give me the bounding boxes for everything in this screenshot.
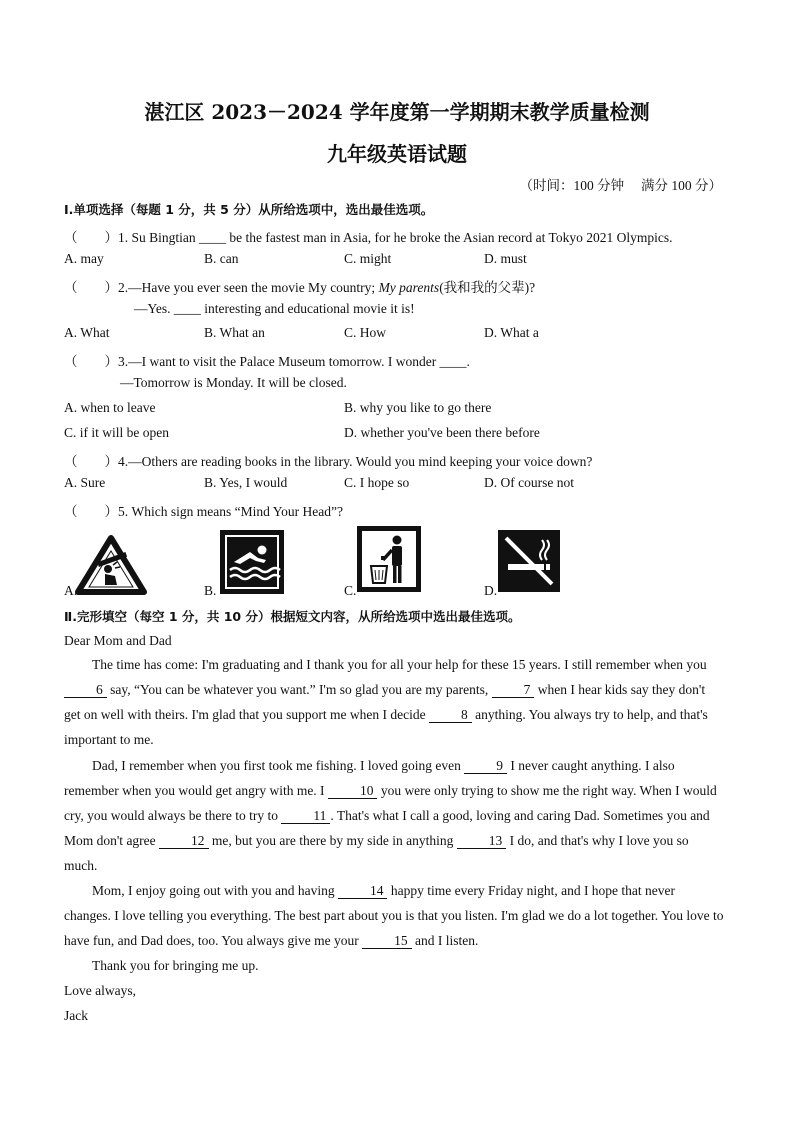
q2-option-d: D. What a (484, 325, 539, 340)
page-title: 湛江区 2023－2024 学年度第一学期期末教学质量检测 (144, 100, 650, 124)
cloze-blank-6[interactable]: 6 (64, 682, 107, 698)
letter-greeting: Dear Mom and Dad (64, 633, 172, 648)
letter-paragraph-4: Thank you for bringing me up. (92, 958, 259, 973)
p2-text: I never caught anything. I also remember when you would get angry with me. I (64, 758, 675, 798)
p1-text: anything. You always try to help, and that's important to me. (64, 707, 708, 747)
time-info: （时间：100 分钟 满分 100 分） (519, 178, 722, 193)
cloze-blank-13[interactable]: 13 (457, 833, 507, 849)
p1-text: when I hear kids say they don't get on well with theirs. I'm glad that you support me when I decide (64, 682, 706, 722)
q2-option-c: C. How (344, 325, 387, 340)
mind-head-warning-sign-icon (75, 535, 147, 595)
q1-option-d: D. must (484, 251, 527, 266)
cloze-blank-8[interactable]: 8 (429, 707, 472, 723)
cloze-blank-12[interactable]: 12 (159, 833, 209, 849)
letter-paragraph-1 (64, 652, 724, 752)
p2-text: me, but you are there by my side in anything (208, 833, 457, 848)
q4-option-a: A. Sure (64, 475, 106, 490)
q5-option-b-label: B. (204, 583, 217, 598)
q4-option-d: D. Of course not (484, 475, 574, 490)
cloze-blank-10[interactable]: 10 (328, 783, 378, 799)
q3-option-d: D. whether you've been there before (344, 425, 540, 440)
q4-stem: （ ）4.—Others are reading books in the library. Would you mind keeping your voice down? (64, 454, 593, 469)
q2-stem (64, 276, 535, 296)
letter-paragraph-2 (64, 753, 724, 878)
q3-option-c: C. if it will be open (64, 425, 169, 440)
q1-option-c: C. might (344, 251, 392, 266)
letter-closing: Love always, (64, 983, 136, 998)
q2-stem-a: （ ）2.—Have you ever seen the movie My country; (64, 280, 379, 295)
p2-text: . That's what I call a good, loving and caring Dad. Sometimes you and Mom don't agree (64, 808, 710, 848)
q3-stem: （ ）3.—I want to visit the Palace Museum tomorrow. I wonder ____. (64, 354, 470, 369)
q3-option-b: B. why you like to go there (344, 400, 492, 415)
p3-text: Mom, I enjoy going out with you and having (92, 883, 338, 898)
cloze-blank-15[interactable]: 15 (362, 933, 412, 949)
q3-stem2: —Tomorrow is Monday. It will be closed. (120, 375, 347, 390)
p3-text: happy time every Friday night, and I hope that never changes. I love telling you everything. The best part about you is that you listen. I'm glad we do a lot together. You love to have fun, and Dad does, too. You always give me your (64, 883, 724, 948)
q1-option-b: B. can (204, 251, 239, 266)
cloze-blank-7[interactable]: 7 (492, 682, 535, 698)
q3-option-a: A. when to leave (64, 400, 156, 415)
cloze-blank-11[interactable]: 11 (281, 808, 330, 824)
swimming-sign-icon (220, 530, 284, 594)
litter-bin-sign-icon (357, 526, 421, 592)
q5-option-c-label: C. (344, 583, 357, 598)
q2-stem-italic: My parents (378, 280, 440, 295)
section1-heading: Ⅰ.单项选择（每题 1 分，共 5 分）从所给选项中，选出最佳选项。 (64, 202, 434, 217)
q1-stem: （ ）1. Su Bingtian ____ be the fastest man in Asia, for he broke the Asian record at Tokyo 2021 Olympics. (64, 230, 673, 245)
p2-text: you were only trying to show me the right way. When I would cry, you would always be there to try to (64, 783, 717, 823)
cloze-blank-9[interactable]: 9 (464, 758, 507, 774)
q5-option-d-label: D. (484, 583, 498, 598)
no-smoking-sign-icon (498, 530, 560, 592)
page-subtitle: 九年级英语试题 (327, 142, 467, 166)
q5-stem: （ ）5. Which sign means “Mind Your Head”? (64, 504, 343, 519)
q2-stem-b: (我和我的父辈)? (439, 280, 536, 295)
p2-text: I do, and that's why I love you so much. (64, 833, 689, 873)
letter-paragraph-3 (64, 878, 724, 953)
q2-stem2: —Yes. ____ interesting and educational movie it is! (134, 301, 415, 316)
p2-text: Dad, I remember when you first took me fishing. I loved going even (92, 758, 465, 773)
q1-option-a: A. may (64, 251, 104, 266)
q4-option-c: C. I hope so (344, 475, 410, 490)
p3-text: and I listen. (411, 933, 479, 948)
q5-option-a-label: A. (64, 583, 78, 598)
q4-option-b: B. Yes, I would (204, 475, 288, 490)
cloze-blank-14[interactable]: 14 (338, 883, 388, 899)
q2-option-b: B. What an (204, 325, 265, 340)
q2-option-a: A. What (64, 325, 110, 340)
section2-heading: Ⅱ.完形填空（每空 1 分，共 10 分）根据短文内容，从所给选项中选出最佳选项。 (64, 609, 521, 624)
p1-text: The time has come: I'm graduating and I thank you for all your help for these 15 years. I still remember when you (92, 657, 707, 672)
letter-signature: Jack (64, 1008, 88, 1023)
p1-text: say, “You can be whatever you want.” I'm so glad you are my parents, (106, 682, 492, 697)
